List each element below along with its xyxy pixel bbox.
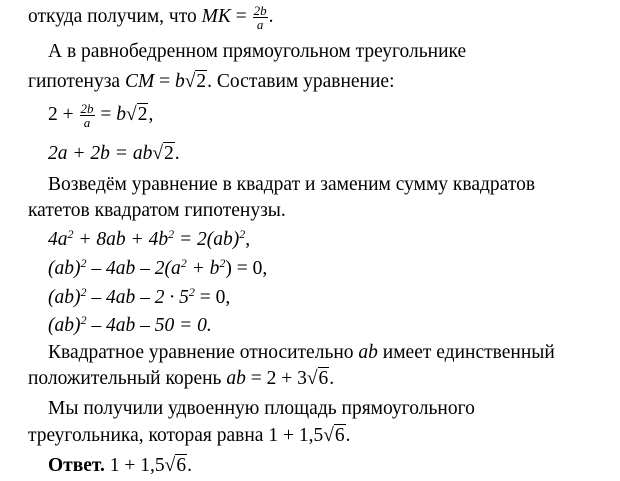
text: (ab) (48, 287, 81, 308)
sqrt (323, 421, 345, 451)
text: . Составим уравнение: (207, 71, 395, 92)
answer-line (48, 451, 192, 481)
line-7: катетов квадратом гипотенузы. (28, 200, 286, 221)
sqrt-sign: √ (126, 104, 137, 125)
equation: 2a + 2b = ab (48, 143, 153, 164)
radicand: 6 (334, 425, 345, 446)
text: . (187, 455, 192, 476)
text: ) = 0, (225, 258, 268, 279)
text: = (230, 6, 252, 27)
fraction (253, 4, 268, 31)
radicand: 6 (318, 368, 329, 389)
line-3 (28, 67, 395, 97)
radicand: 2 (137, 104, 148, 125)
text: положительный корень (28, 368, 227, 389)
text: 2 + (48, 104, 79, 125)
fraction (80, 102, 95, 129)
sqrt (165, 451, 187, 481)
sqrt-sign: √ (152, 143, 164, 164)
text: – 4ab – 2(a (86, 258, 181, 279)
text: . (174, 143, 180, 164)
numerator: 2b (253, 3, 267, 19)
sqrt-sign: √ (306, 368, 318, 389)
exponent: 2 (168, 227, 175, 241)
line-2: А в равнобедренном прямоугольном треугольнике (48, 41, 467, 62)
text: = (95, 104, 117, 125)
text: = 2 + 3 (245, 368, 307, 389)
sqrt-sign: √ (184, 71, 196, 92)
var-ab: ab (358, 342, 378, 363)
line-5 (48, 139, 180, 169)
text: – 4ab – 2 · 5 (86, 287, 189, 308)
exponent: 2 (80, 285, 87, 299)
line-4 (48, 100, 153, 130)
line-14: Мы получили удвоенную площадь прямоугольного (48, 398, 475, 419)
exponent: 2 (180, 256, 187, 270)
var-b: b (174, 71, 185, 92)
line-8 (48, 225, 250, 255)
sqrt (152, 139, 174, 169)
numerator: 2b (80, 101, 94, 117)
text: – 4ab – 50 = 0. (86, 315, 212, 336)
line-15 (28, 421, 351, 451)
text: = 2(ab) (174, 229, 240, 250)
radicand: 6 (176, 455, 187, 476)
text: откуда получим, что (28, 6, 202, 27)
line-13 (28, 364, 334, 394)
line-9 (48, 254, 267, 284)
exponent: 2 (80, 256, 87, 270)
line-1 (28, 2, 274, 32)
var-mk: MK (201, 6, 231, 27)
exponent: 2 (67, 227, 74, 241)
line-10 (48, 283, 230, 313)
var-b: b (116, 104, 126, 125)
text: . (329, 368, 335, 389)
line-6: Возведём уравнение в квадрат и заменим сумму квадратов (48, 174, 536, 195)
var-cm: CM (124, 71, 155, 92)
line-11 (48, 311, 212, 341)
text: имеет единственный (377, 342, 555, 363)
sqrt (185, 67, 207, 97)
sqrt-sign: √ (164, 455, 176, 476)
exponent: 2 (188, 285, 195, 299)
text: , (245, 229, 251, 250)
text: , (148, 104, 154, 125)
answer-label: Ответ. (48, 455, 105, 476)
text: (ab) (48, 258, 81, 279)
denominator: a (83, 115, 91, 131)
exponent: 2 (239, 227, 246, 241)
denominator: a (256, 17, 264, 33)
text: треугольника, которая равна 1 + 1,5 (28, 425, 324, 446)
text: . (345, 425, 351, 446)
radicand: 2 (164, 143, 174, 164)
answer-value: 1 + 1,5 (104, 455, 165, 476)
radicand: 2 (196, 71, 207, 92)
sqrt (307, 364, 329, 394)
var-ab: ab (226, 368, 246, 389)
text: . (268, 6, 274, 27)
text: = 0, (194, 287, 231, 308)
exponent: 2 (219, 256, 226, 270)
text: + b (186, 258, 220, 279)
text: + 8ab + 4b (73, 229, 169, 250)
text: гипотенуза (28, 71, 125, 92)
text: 4a (48, 229, 68, 250)
text: (ab) (48, 315, 81, 336)
sqrt-sign: √ (323, 425, 334, 446)
sqrt (126, 100, 148, 130)
text: = (154, 71, 175, 92)
text: Квадратное уравнение относительно (48, 342, 359, 363)
exponent: 2 (80, 313, 87, 327)
